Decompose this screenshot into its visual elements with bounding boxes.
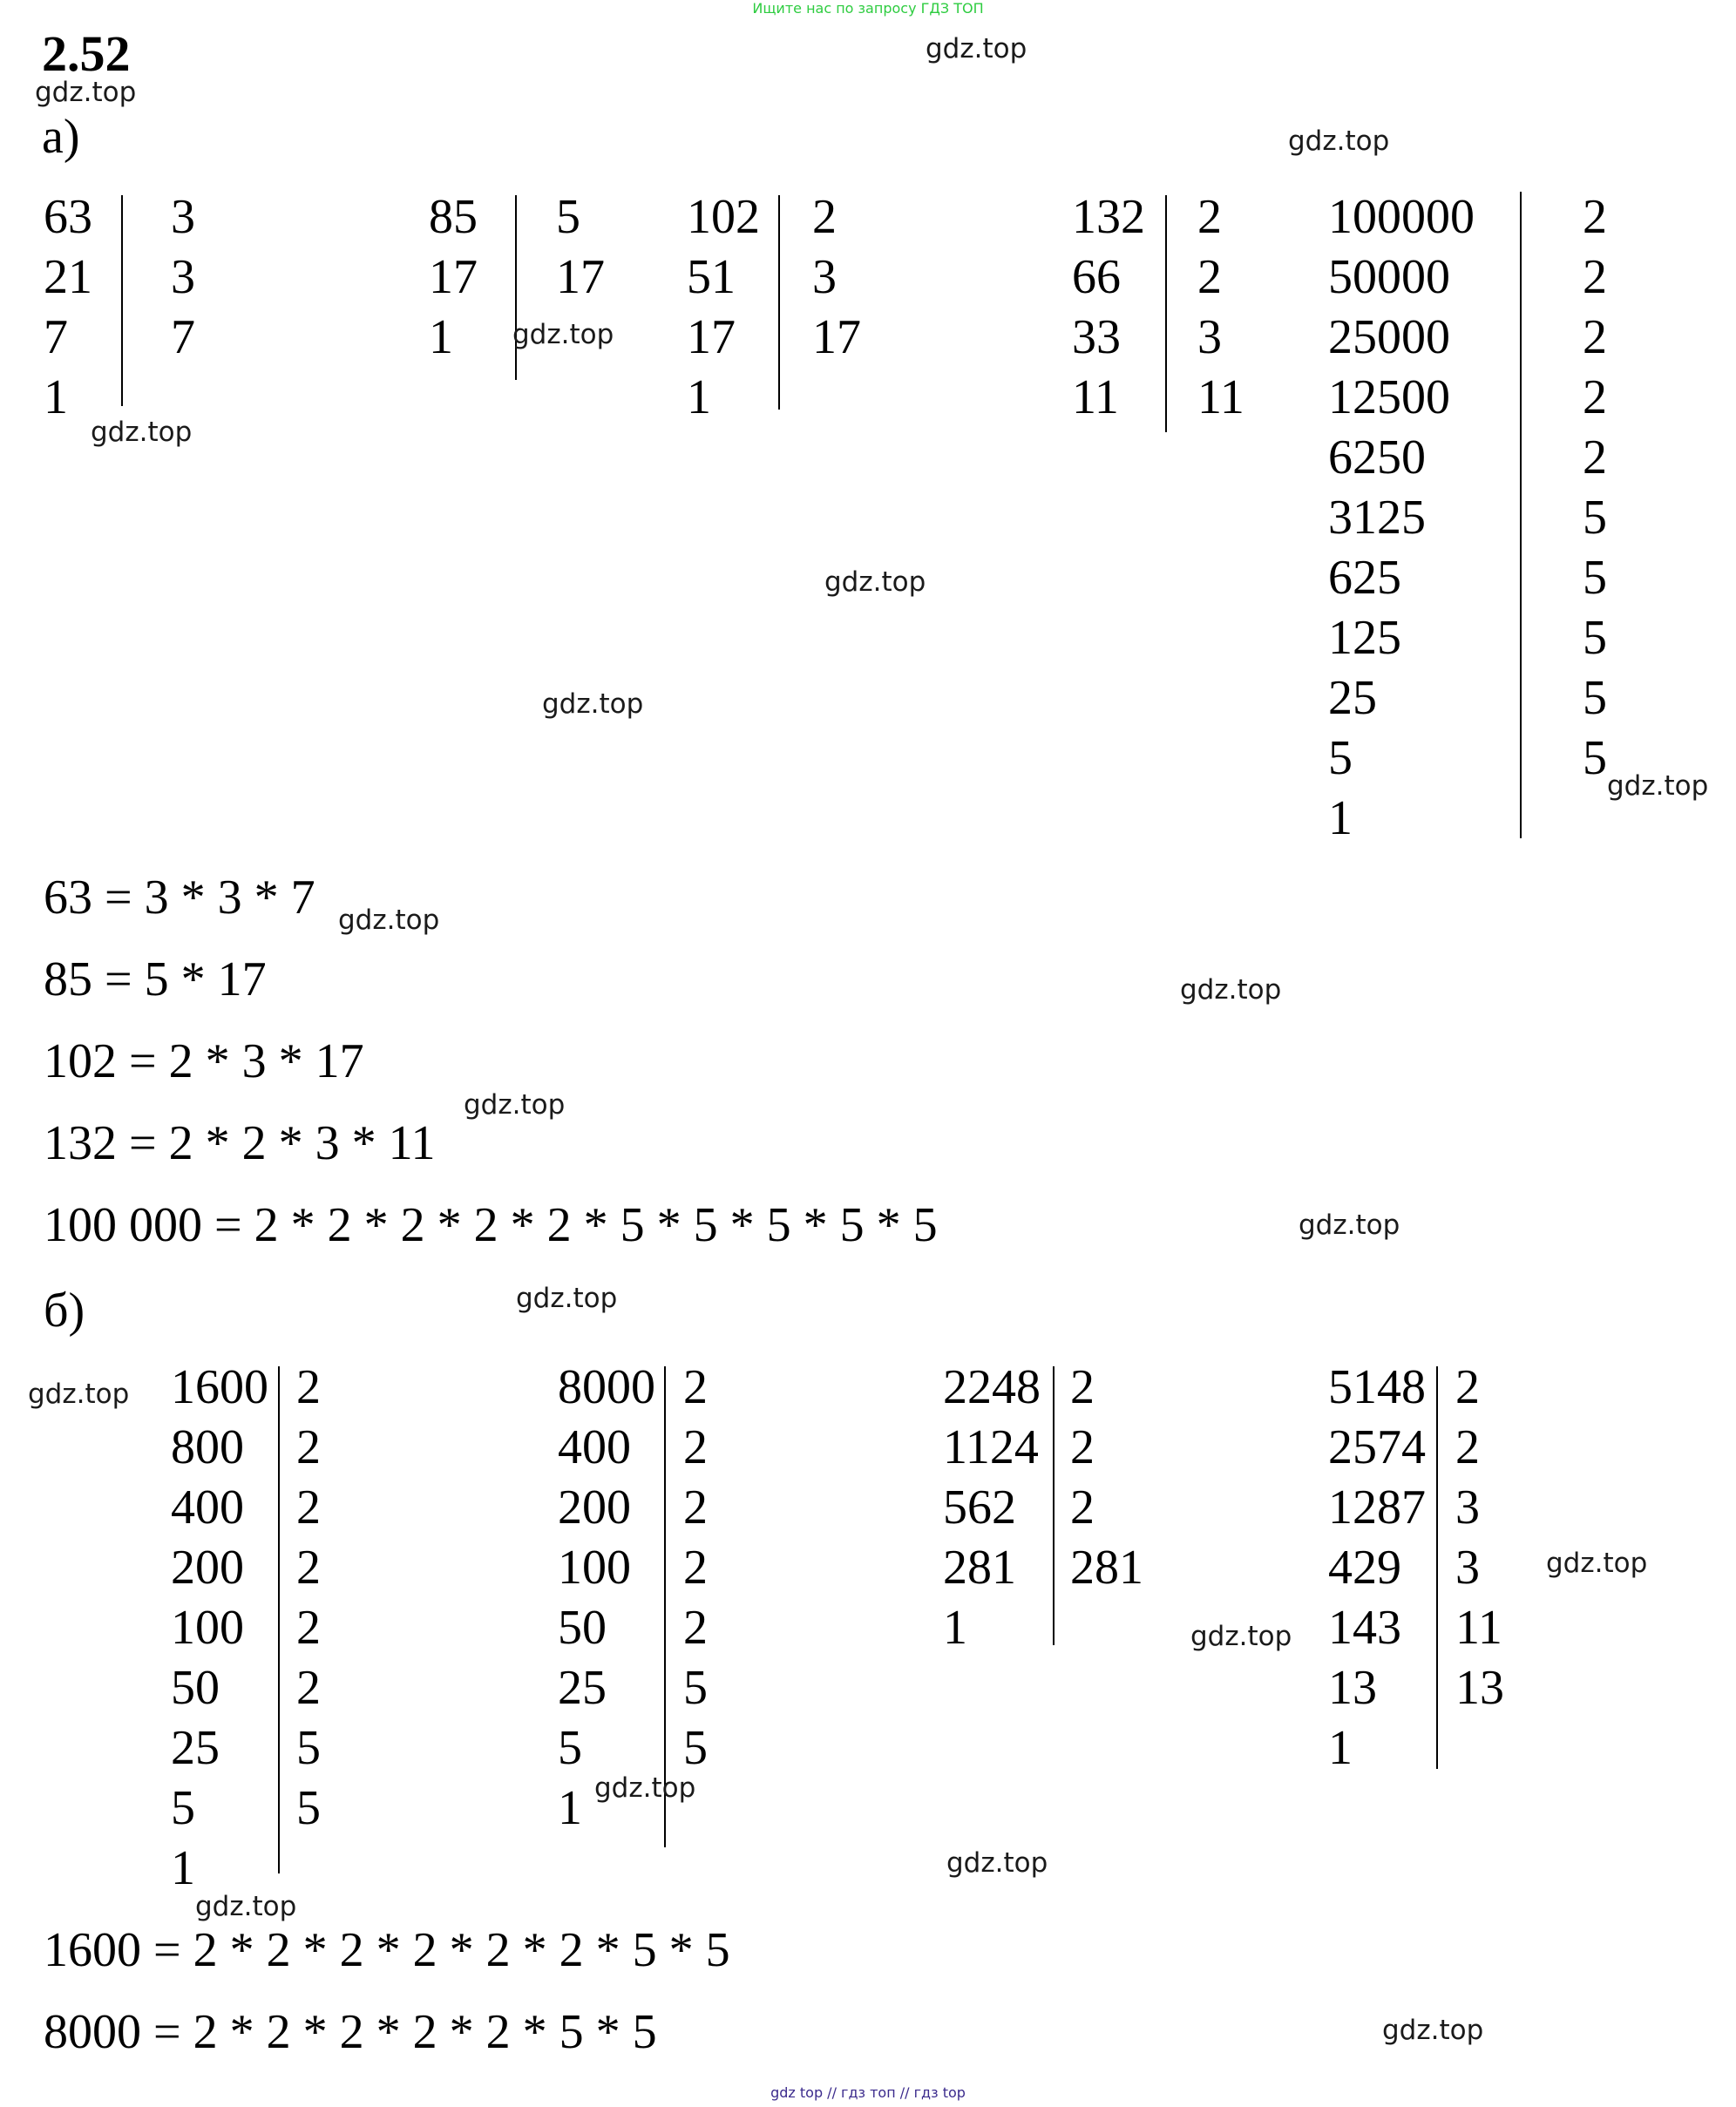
watermark: gdz.top: [1607, 770, 1709, 802]
divisor: 13: [1455, 1661, 1504, 1715]
dividend: 132: [1072, 190, 1145, 244]
dividend: 50000: [1328, 250, 1450, 304]
equation-63: 63 = 3 * 3 * 7: [44, 871, 315, 925]
dividend: 1124: [943, 1420, 1039, 1474]
dividend: 1600: [171, 1360, 268, 1414]
divisor: 2: [1583, 430, 1607, 484]
dividend: 25000: [1328, 310, 1450, 364]
divisor: 7: [171, 310, 195, 364]
dividend: 400: [558, 1420, 631, 1474]
dividend: 3125: [1328, 491, 1426, 545]
divisor: 3: [171, 250, 195, 304]
dividend: 100: [558, 1541, 631, 1595]
divisor: 2: [1197, 250, 1222, 304]
divisor: 5: [296, 1781, 321, 1835]
watermark: gdz.top: [542, 688, 644, 720]
divider-line: [1436, 1366, 1438, 1769]
divisor: 5: [1583, 551, 1607, 605]
table-a1-dividends: [44, 187, 92, 428]
divisor: 5: [683, 1661, 708, 1715]
table-a2-divisors: [556, 187, 605, 308]
divider-line: [278, 1366, 280, 1873]
divisor: 5: [1583, 671, 1607, 725]
divisor: 11: [1197, 370, 1244, 424]
dividend: 17: [429, 250, 478, 304]
table-a1-divisors: [171, 187, 195, 368]
dividend: 5: [1328, 731, 1353, 785]
dividend: 1: [1328, 791, 1353, 845]
dividend: 12500: [1328, 370, 1450, 424]
divisor: 2: [296, 1480, 321, 1535]
watermark: gdz.top: [1382, 2015, 1484, 2046]
dividend: 5: [558, 1721, 582, 1775]
watermark: gdz.top: [1546, 1548, 1648, 1579]
dividend: 1: [44, 370, 68, 424]
divisor: 3: [812, 250, 837, 304]
watermark: gdz.top: [1288, 125, 1390, 157]
divider-line: [778, 195, 780, 410]
dividend: 13: [1328, 1661, 1377, 1715]
dividend: 562: [943, 1480, 1016, 1535]
divisor: 3: [1455, 1541, 1480, 1595]
table-a2-dividends: [429, 187, 478, 368]
table-b2-dividends: [558, 1358, 655, 1839]
divisor: 2: [683, 1541, 708, 1595]
divisor: 2: [1583, 310, 1607, 364]
watermark: gdz.top: [946, 1847, 1048, 1879]
divisor: 2: [296, 1541, 321, 1595]
dividend: 66: [1072, 250, 1121, 304]
watermark: gdz.top: [926, 33, 1027, 64]
dividend: 625: [1328, 551, 1401, 605]
table-b1-dividends: [171, 1358, 268, 1899]
divisor: 5: [296, 1721, 321, 1775]
divisor: 2: [683, 1360, 708, 1414]
dividend: 85: [429, 190, 478, 244]
equation-1600: 1600 = 2 * 2 * 2 * 2 * 2 * 2 * 5 * 5: [44, 1923, 730, 1977]
table-a5-dividends: [1328, 187, 1475, 849]
divisor: 5: [1583, 731, 1607, 785]
dividend: 6250: [1328, 430, 1426, 484]
dividend: 63: [44, 190, 92, 244]
watermark: gdz.top: [512, 319, 614, 350]
divisor: 2: [1455, 1420, 1480, 1474]
divisor: 2: [296, 1661, 321, 1715]
watermark: gdz.top: [91, 417, 193, 448]
divider-line: [1520, 192, 1522, 838]
divisor: 3: [171, 190, 195, 244]
dividend: 50: [171, 1661, 220, 1715]
search-banner: Ищите нас по запросу ГДЗ ТОП: [752, 0, 984, 17]
dividend: 102: [687, 190, 760, 244]
dividend: 25: [1328, 671, 1377, 725]
watermark: gdz.top: [824, 566, 926, 598]
dividend: 17: [687, 310, 736, 364]
dividend: 429: [1328, 1541, 1401, 1595]
table-a5-divisors: [1583, 187, 1607, 789]
divider-line: [515, 195, 517, 380]
dividend: 51: [687, 250, 736, 304]
watermark: gdz.top: [1180, 974, 1282, 1006]
equation-132: 132 = 2 * 2 * 3 * 11: [44, 1116, 436, 1170]
divisor: 2: [683, 1601, 708, 1655]
divisor: 3: [1455, 1480, 1480, 1535]
dividend: 125: [1328, 611, 1401, 665]
divisor: 5: [556, 190, 580, 244]
table-b4-dividends: [1328, 1358, 1426, 1778]
equation-85: 85 = 5 * 17: [44, 952, 267, 1006]
dividend: 1: [943, 1601, 967, 1655]
table-a3-divisors: [812, 187, 861, 368]
dividend: 1: [1328, 1721, 1353, 1775]
divisor: 5: [1583, 491, 1607, 545]
table-b3-divisors: [1070, 1358, 1143, 1598]
dividend: 5148: [1328, 1360, 1426, 1414]
dividend: 200: [558, 1480, 631, 1535]
dividend: 33: [1072, 310, 1121, 364]
equation-102: 102 = 2 * 3 * 17: [44, 1034, 364, 1088]
dividend: 1: [687, 370, 711, 424]
divisor: 5: [1583, 611, 1607, 665]
divisor: 2: [683, 1480, 708, 1535]
watermark: gdz.top: [1299, 1209, 1400, 1241]
dividend: 7: [44, 310, 68, 364]
dividend: 143: [1328, 1601, 1401, 1655]
divisor: 3: [1197, 310, 1222, 364]
watermark: gdz.top: [516, 1283, 618, 1314]
divisor: 2: [683, 1420, 708, 1474]
watermark: gdz.top: [28, 1379, 130, 1410]
divisor: 2: [1197, 190, 1222, 244]
dividend: 11: [1072, 370, 1119, 424]
dividend: 1: [429, 310, 453, 364]
table-a4-dividends: [1072, 187, 1145, 428]
dividend: 5: [171, 1781, 195, 1835]
table-b3-dividends: [943, 1358, 1041, 1658]
equation-8000: 8000 = 2 * 2 * 2 * 2 * 2 * 5 * 5: [44, 2005, 657, 2059]
watermark: gdz.top: [35, 77, 137, 108]
exercise-number: 2.52: [42, 25, 131, 82]
divisor: 17: [812, 310, 861, 364]
footer-links: gdz top // гдз топ // гдз top: [770, 2084, 966, 2101]
dividend: 1287: [1328, 1480, 1426, 1535]
table-b1-divisors: [296, 1358, 321, 1839]
dividend: 400: [171, 1480, 244, 1535]
dividend: 200: [171, 1541, 244, 1595]
divisor: 2: [1455, 1360, 1480, 1414]
part-b-label: б): [44, 1284, 85, 1338]
divisor: 2: [1583, 190, 1607, 244]
divisor: 5: [683, 1721, 708, 1775]
divisor: 2: [296, 1360, 321, 1414]
equation-100000: 100 000 = 2 * 2 * 2 * 2 * 2 * 5 * 5 * 5 * 5 * 5: [44, 1198, 938, 1252]
divisor: 2: [1070, 1360, 1095, 1414]
divisor: 17: [556, 250, 605, 304]
watermark: gdz.top: [1190, 1621, 1292, 1652]
divider-line: [121, 195, 123, 406]
dividend: 2248: [943, 1360, 1041, 1414]
watermark: gdz.top: [594, 1772, 696, 1804]
divider-line: [1053, 1366, 1054, 1645]
dividend: 800: [171, 1420, 244, 1474]
watermark: gdz.top: [338, 904, 440, 936]
dividend: 8000: [558, 1360, 655, 1414]
dividend: 25: [171, 1721, 220, 1775]
divisor: 2: [1583, 250, 1607, 304]
divisor: 2: [296, 1420, 321, 1474]
table-b4-divisors: [1455, 1358, 1504, 1718]
dividend: 1: [171, 1841, 195, 1895]
watermark: gdz.top: [195, 1891, 297, 1922]
divisor: 11: [1455, 1601, 1502, 1655]
dividend: 281: [943, 1541, 1016, 1595]
divisor: 2: [1070, 1420, 1095, 1474]
dividend: 1: [558, 1781, 582, 1835]
dividend: 50: [558, 1601, 607, 1655]
watermark: gdz.top: [464, 1089, 566, 1121]
part-a-label: а): [42, 110, 80, 164]
table-a3-dividends: [687, 187, 760, 428]
table-a4-divisors: [1197, 187, 1244, 428]
divisor: 2: [296, 1601, 321, 1655]
dividend: 2574: [1328, 1420, 1426, 1474]
divisor: 2: [1070, 1480, 1095, 1535]
dividend: 100: [171, 1601, 244, 1655]
divisor: 281: [1070, 1541, 1143, 1595]
divisor: 2: [1583, 370, 1607, 424]
table-b2-divisors: [683, 1358, 708, 1778]
divider-line: [1165, 195, 1167, 432]
dividend: 100000: [1328, 190, 1475, 244]
dividend: 25: [558, 1661, 607, 1715]
dividend: 21: [44, 250, 92, 304]
divisor: 2: [812, 190, 837, 244]
